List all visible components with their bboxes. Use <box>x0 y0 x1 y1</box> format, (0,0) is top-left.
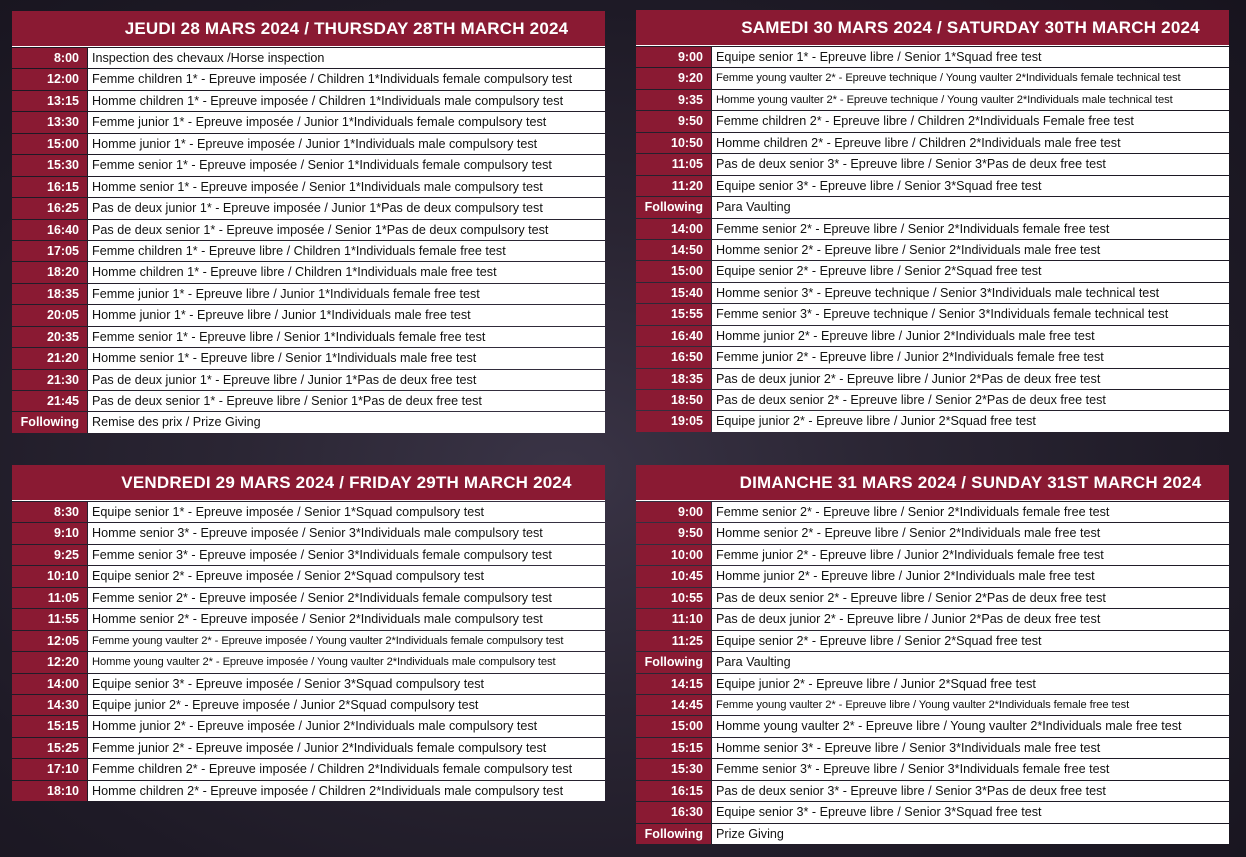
event-cell: Femme young vaulter 2* - Epreuve technique / Young vaulter 2*Individuals female technical test <box>712 68 1229 88</box>
schedule-row <box>636 261 1229 281</box>
event-cell: Pas de deux senior 1* - Epreuve imposée / Senior 1*Pas de deux compulsory test <box>88 220 605 240</box>
schedule-row <box>12 348 605 368</box>
schedule-row <box>12 155 605 175</box>
schedule-panel-sunday <box>636 465 1229 844</box>
time-cell: 9:35 <box>636 90 711 110</box>
schedule-row <box>636 502 1229 522</box>
schedule-rows <box>12 48 605 433</box>
event-cell: Femme young vaulter 2* - Epreuve libre / Young vaulter 2*Individuals female free test <box>712 695 1229 715</box>
schedule-row <box>12 609 605 629</box>
event-cell: Femme junior 2* - Epreuve libre / Junior 2*Individuals female free test <box>712 545 1229 565</box>
event-cell: Homme senior 3* - Epreuve imposée / Senior 3*Individuals male compulsory test <box>88 523 605 543</box>
time-cell: 15:00 <box>636 261 711 281</box>
event-cell: Pas de deux senior 2* - Epreuve libre / Senior 2*Pas de deux free test <box>712 588 1229 608</box>
time-cell: 17:05 <box>12 241 87 261</box>
time-cell: 21:45 <box>12 391 87 411</box>
event-cell: Pas de deux senior 3* - Epreuve libre / Senior 3*Pas de deux free test <box>712 154 1229 174</box>
time-cell: Following <box>636 652 711 672</box>
schedule-row <box>636 111 1229 131</box>
time-cell: 16:50 <box>636 347 711 367</box>
event-cell: Femme senior 2* - Epreuve imposée / Senior 2*Individuals female compulsory test <box>88 588 605 608</box>
schedule-row <box>636 347 1229 367</box>
event-cell: Pas de deux senior 2* - Epreuve libre / Senior 2*Pas de deux free test <box>712 390 1229 410</box>
event-cell: Pas de deux junior 2* - Epreuve libre / Junior 2*Pas de deux free test <box>712 609 1229 629</box>
schedule-rows <box>636 502 1229 844</box>
event-cell: Femme junior 1* - Epreuve libre / Junior 1*Individuals female free test <box>88 284 605 304</box>
event-cell: Equipe junior 2* - Epreuve libre / Junior 2*Squad free test <box>712 674 1229 694</box>
schedule-row <box>636 68 1229 88</box>
event-cell: Equipe senior 2* - Epreuve imposée / Senior 2*Squad compulsory test <box>88 566 605 586</box>
schedule-row <box>12 112 605 132</box>
time-cell: 9:50 <box>636 111 711 131</box>
event-cell: Para Vaulting <box>712 197 1229 217</box>
time-cell: 19:05 <box>636 411 711 431</box>
schedule-row <box>12 738 605 758</box>
time-cell: 9:25 <box>12 545 87 565</box>
schedule-row <box>12 198 605 218</box>
schedule-row <box>636 802 1229 822</box>
schedule-row <box>12 566 605 586</box>
event-cell: Homme children 2* - Epreuve libre / Children 2*Individuals male free test <box>712 133 1229 153</box>
schedule-row <box>12 262 605 282</box>
event-cell: Prize Giving <box>712 824 1229 844</box>
event-cell: Equipe senior 3* - Epreuve libre / Senior 3*Squad free test <box>712 802 1229 822</box>
event-cell: Homme junior 2* - Epreuve libre / Junior 2*Individuals male free test <box>712 326 1229 346</box>
event-cell: Homme senior 2* - Epreuve libre / Senior 2*Individuals male free test <box>712 240 1229 260</box>
day-title: DIMANCHE 31 MARS 2024 / SUNDAY 31ST MARCH 2024 <box>636 465 1229 501</box>
day-title: JEUDI 28 MARS 2024 / THURSDAY 28TH MARCH 2024 <box>12 11 605 47</box>
schedule-row <box>636 738 1229 758</box>
time-cell: 9:20 <box>636 68 711 88</box>
event-cell: Homme senior 1* - Epreuve libre / Senior 1*Individuals male free test <box>88 348 605 368</box>
schedule-row <box>636 824 1229 844</box>
time-cell: 10:10 <box>12 566 87 586</box>
schedule-row <box>636 390 1229 410</box>
time-cell: 11:55 <box>12 609 87 629</box>
time-cell: 15:00 <box>636 716 711 736</box>
time-cell: 13:30 <box>12 112 87 132</box>
event-cell: Homme children 1* - Epreuve imposée / Children 1*Individuals male compulsory test <box>88 91 605 111</box>
schedule-row <box>12 220 605 240</box>
time-cell: 10:00 <box>636 545 711 565</box>
schedule-row <box>12 241 605 261</box>
schedule-row <box>636 240 1229 260</box>
time-cell: 18:10 <box>12 781 87 801</box>
event-cell: Femme senior 2* - Epreuve libre / Senior 2*Individuals female free test <box>712 502 1229 522</box>
time-cell: 15:15 <box>12 716 87 736</box>
event-cell: Femme junior 2* - Epreuve libre / Junior 2*Individuals female free test <box>712 347 1229 367</box>
day-title: VENDREDI 29 MARS 2024 / FRIDAY 29TH MARCH 2024 <box>12 465 605 501</box>
schedule-row <box>12 502 605 522</box>
schedule-row <box>12 91 605 111</box>
time-cell: 14:45 <box>636 695 711 715</box>
schedule-row <box>636 154 1229 174</box>
schedule-row <box>12 695 605 715</box>
schedule-row <box>636 545 1229 565</box>
time-cell: 15:40 <box>636 283 711 303</box>
time-cell: 18:20 <box>12 262 87 282</box>
time-cell: 12:20 <box>12 652 87 672</box>
time-cell: 12:05 <box>12 631 87 651</box>
time-cell: 15:55 <box>636 304 711 324</box>
time-cell: 16:40 <box>636 326 711 346</box>
time-cell: 21:30 <box>12 370 87 390</box>
schedule-row <box>12 391 605 411</box>
time-cell: 10:50 <box>636 133 711 153</box>
time-cell: 11:05 <box>12 588 87 608</box>
event-cell: Femme senior 2* - Epreuve libre / Senior 2*Individuals female free test <box>712 219 1229 239</box>
event-cell: Homme young vaulter 2* - Epreuve libre / Young vaulter 2*Individuals male free test <box>712 716 1229 736</box>
event-cell: Equipe senior 3* - Epreuve imposée / Senior 3*Squad compulsory test <box>88 674 605 694</box>
schedule-row <box>12 631 605 651</box>
schedule-row <box>12 327 605 347</box>
time-cell: 9:00 <box>636 502 711 522</box>
time-cell: 15:25 <box>12 738 87 758</box>
time-cell: 20:35 <box>12 327 87 347</box>
schedule-row <box>636 652 1229 672</box>
schedule-row <box>12 545 605 565</box>
event-cell: Equipe senior 2* - Epreuve libre / Senior 2*Squad free test <box>712 631 1229 651</box>
time-cell: Following <box>636 824 711 844</box>
day-title: SAMEDI 30 MARS 2024 / SATURDAY 30TH MARCH 2024 <box>636 10 1229 46</box>
time-cell: 15:00 <box>12 134 87 154</box>
schedule-row <box>636 609 1229 629</box>
schedule-row <box>636 304 1229 324</box>
time-cell: Following <box>12 412 87 432</box>
schedule-row <box>636 133 1229 153</box>
schedule-row <box>12 781 605 801</box>
schedule-row <box>636 369 1229 389</box>
time-cell: 15:15 <box>636 738 711 758</box>
event-cell: Femme junior 2* - Epreuve imposée / Junior 2*Individuals female compulsory test <box>88 738 605 758</box>
time-cell: 15:30 <box>12 155 87 175</box>
schedule-row <box>12 716 605 736</box>
schedule-row <box>636 716 1229 736</box>
time-cell: 9:00 <box>636 47 711 67</box>
event-cell: Pas de deux senior 1* - Epreuve libre / Senior 1*Pas de deux free test <box>88 391 605 411</box>
schedule-row <box>636 523 1229 543</box>
schedule-panel-saturday <box>636 10 1229 432</box>
schedule-row <box>12 305 605 325</box>
event-cell: Femme young vaulter 2* - Epreuve imposée / Young vaulter 2*Individuals female compulsory test <box>88 631 605 651</box>
event-cell: Equipe senior 1* - Epreuve libre / Senior 1*Squad free test <box>712 47 1229 67</box>
event-cell: Femme children 2* - Epreuve imposée / Children 2*Individuals female compulsory test <box>88 759 605 779</box>
time-cell: 8:30 <box>12 502 87 522</box>
event-cell: Femme senior 1* - Epreuve imposée / Senior 1*Individuals female compulsory test <box>88 155 605 175</box>
schedule-row <box>12 48 605 68</box>
event-cell: Femme senior 3* - Epreuve imposée / Senior 3*Individuals female compulsory test <box>88 545 605 565</box>
schedule-row <box>12 134 605 154</box>
event-cell: Homme young vaulter 2* - Epreuve imposée / Young vaulter 2*Individuals male compulsory test <box>88 652 605 672</box>
event-cell: Homme senior 3* - Epreuve libre / Senior 3*Individuals male free test <box>712 738 1229 758</box>
schedule-row <box>636 47 1229 67</box>
schedule-row <box>636 588 1229 608</box>
schedule-row <box>636 326 1229 346</box>
time-cell: 14:00 <box>636 219 711 239</box>
schedule-row <box>636 219 1229 239</box>
time-cell: 16:25 <box>12 198 87 218</box>
event-cell: Remise des prix / Prize Giving <box>88 412 605 432</box>
time-cell: 11:10 <box>636 609 711 629</box>
event-cell: Femme senior 3* - Epreuve libre / Senior 3*Individuals female free test <box>712 759 1229 779</box>
time-cell: 16:30 <box>636 802 711 822</box>
time-cell: 18:50 <box>636 390 711 410</box>
schedule-panel-thursday <box>12 11 605 433</box>
schedule-rows <box>636 47 1229 432</box>
time-cell: 21:20 <box>12 348 87 368</box>
schedule-row <box>12 674 605 694</box>
event-cell: Homme senior 1* - Epreuve imposée / Senior 1*Individuals male compulsory test <box>88 177 605 197</box>
time-cell: 17:10 <box>12 759 87 779</box>
schedule-row <box>636 674 1229 694</box>
event-cell: Femme senior 1* - Epreuve libre / Senior 1*Individuals female free test <box>88 327 605 347</box>
schedule-panel-friday <box>12 465 605 801</box>
event-cell: Equipe junior 2* - Epreuve libre / Junior 2*Squad free test <box>712 411 1229 431</box>
event-cell: Inspection des chevaux /Horse inspection <box>88 48 605 68</box>
time-cell: 16:15 <box>12 177 87 197</box>
event-cell: Homme children 1* - Epreuve libre / Children 1*Individuals male free test <box>88 262 605 282</box>
event-cell: Pas de deux junior 2* - Epreuve libre / Junior 2*Pas de deux free test <box>712 369 1229 389</box>
schedule-row <box>636 759 1229 779</box>
schedule-row <box>636 176 1229 196</box>
event-cell: Homme young vaulter 2* - Epreuve technique / Young vaulter 2*Individuals male technical test <box>712 90 1229 110</box>
time-cell: 9:10 <box>12 523 87 543</box>
event-cell: Homme junior 2* - Epreuve imposée / Junior 2*Individuals male compulsory test <box>88 716 605 736</box>
event-cell: Homme junior 2* - Epreuve libre / Junior 2*Individuals male free test <box>712 566 1229 586</box>
event-cell: Equipe senior 2* - Epreuve libre / Senior 2*Squad free test <box>712 261 1229 281</box>
schedule-row <box>636 411 1229 431</box>
event-cell: Homme junior 1* - Epreuve libre / Junior 1*Individuals male free test <box>88 305 605 325</box>
time-cell: 11:05 <box>636 154 711 174</box>
schedule-row <box>636 781 1229 801</box>
schedule-row <box>636 197 1229 217</box>
time-cell: 14:15 <box>636 674 711 694</box>
schedule-row <box>12 523 605 543</box>
time-cell: 18:35 <box>12 284 87 304</box>
time-cell: 14:30 <box>12 695 87 715</box>
event-cell: Homme senior 2* - Epreuve libre / Senior 2*Individuals male free test <box>712 523 1229 543</box>
time-cell: 9:50 <box>636 523 711 543</box>
time-cell: 10:55 <box>636 588 711 608</box>
event-cell: Femme children 1* - Epreuve libre / Children 1*Individuals female free test <box>88 241 605 261</box>
time-cell: 11:25 <box>636 631 711 651</box>
schedule-row <box>636 283 1229 303</box>
time-cell: 12:00 <box>12 69 87 89</box>
event-cell: Pas de deux junior 1* - Epreuve imposée / Junior 1*Pas de deux compulsory test <box>88 198 605 218</box>
time-cell: 14:50 <box>636 240 711 260</box>
schedule-row <box>12 588 605 608</box>
time-cell: 8:00 <box>12 48 87 68</box>
event-cell: Equipe senior 3* - Epreuve libre / Senior 3*Squad free test <box>712 176 1229 196</box>
event-cell: Femme junior 1* - Epreuve imposée / Junior 1*Individuals female compulsory test <box>88 112 605 132</box>
schedule-row <box>636 566 1229 586</box>
event-cell: Femme children 2* - Epreuve libre / Children 2*Individuals Female free test <box>712 111 1229 131</box>
time-cell: 18:35 <box>636 369 711 389</box>
event-cell: Pas de deux junior 1* - Epreuve libre / Junior 1*Pas de deux free test <box>88 370 605 390</box>
event-cell: Equipe junior 2* - Epreuve imposée / Junior 2*Squad compulsory test <box>88 695 605 715</box>
schedule-row <box>12 759 605 779</box>
event-cell: Equipe senior 1* - Epreuve imposée / Senior 1*Squad compulsory test <box>88 502 605 522</box>
schedule-row <box>12 177 605 197</box>
time-cell: 13:15 <box>12 91 87 111</box>
schedule-row <box>636 631 1229 651</box>
schedule-row <box>636 695 1229 715</box>
schedule-row <box>12 69 605 89</box>
event-cell: Homme junior 1* - Epreuve imposée / Junior 1*Individuals male compulsory test <box>88 134 605 154</box>
time-cell: 11:20 <box>636 176 711 196</box>
event-cell: Para Vaulting <box>712 652 1229 672</box>
time-cell: Following <box>636 197 711 217</box>
event-cell: Homme senior 2* - Epreuve imposée / Senior 2*Individuals male compulsory test <box>88 609 605 629</box>
schedule-row <box>636 90 1229 110</box>
schedule-row <box>12 284 605 304</box>
event-cell: Homme senior 3* - Epreuve technique / Senior 3*Individuals male technical test <box>712 283 1229 303</box>
schedule-row <box>12 652 605 672</box>
event-cell: Femme senior 3* - Epreuve technique / Senior 3*Individuals female technical test <box>712 304 1229 324</box>
time-cell: 16:15 <box>636 781 711 801</box>
schedule-row <box>12 370 605 390</box>
event-cell: Pas de deux senior 3* - Epreuve libre / Senior 3*Pas de deux free test <box>712 781 1229 801</box>
schedule-row <box>12 412 605 432</box>
time-cell: 20:05 <box>12 305 87 325</box>
event-cell: Homme children 2* - Epreuve imposée / Children 2*Individuals male compulsory test <box>88 781 605 801</box>
event-cell: Femme children 1* - Epreuve imposée / Children 1*Individuals female compulsory test <box>88 69 605 89</box>
time-cell: 16:40 <box>12 220 87 240</box>
time-cell: 10:45 <box>636 566 711 586</box>
time-cell: 15:30 <box>636 759 711 779</box>
time-cell: 14:00 <box>12 674 87 694</box>
schedule-rows <box>12 502 605 801</box>
